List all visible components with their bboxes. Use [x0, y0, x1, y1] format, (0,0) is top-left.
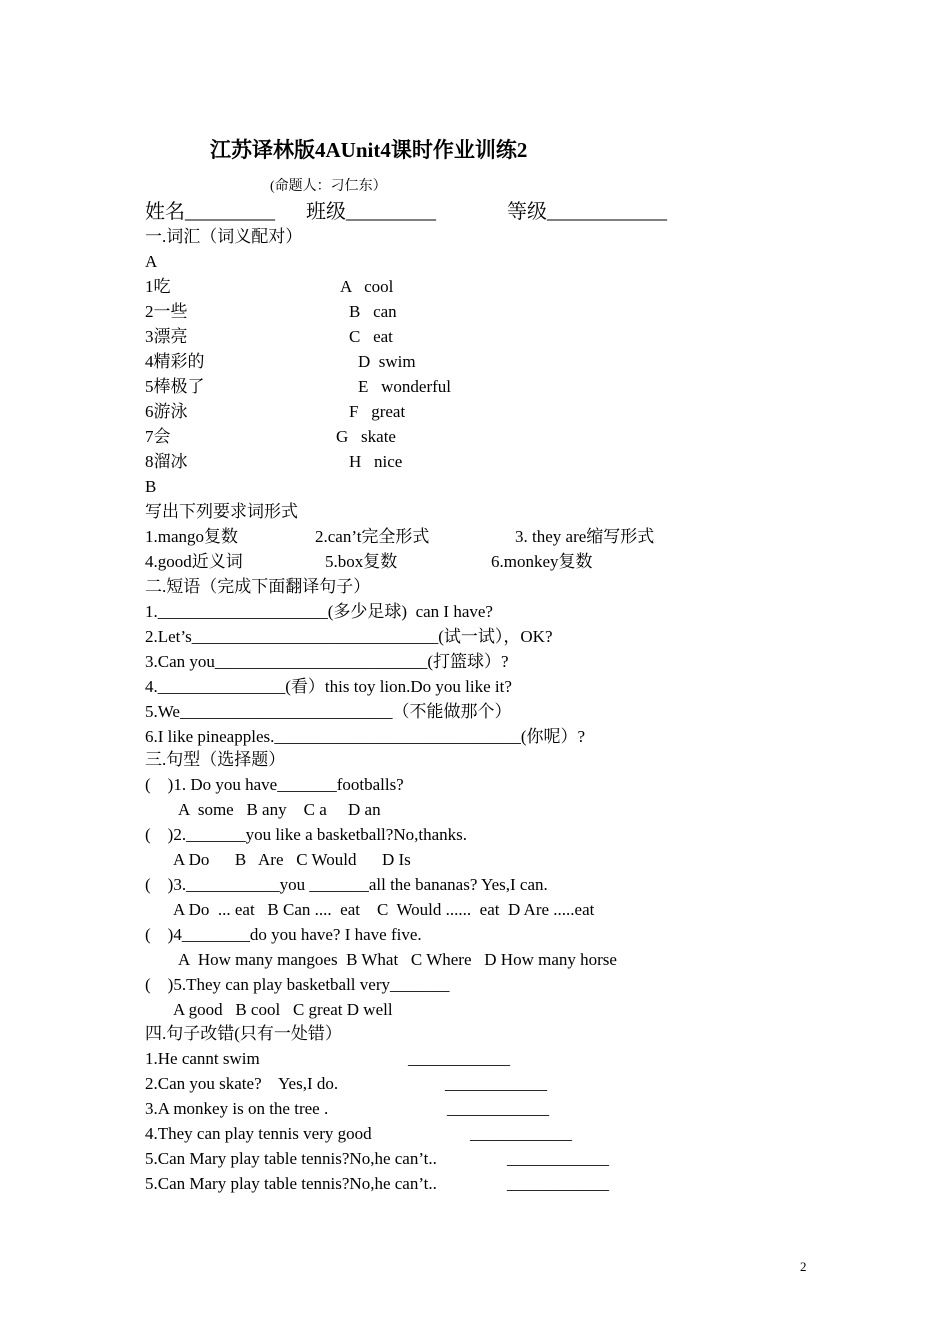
- correction-blank-1: ____________: [408, 1049, 510, 1068]
- section-4-heading: 四.句子改错(只有一处错）: [145, 1024, 342, 1043]
- phrase-line-1: 1.____________________(多少足球) can I have?: [145, 602, 493, 621]
- word-form-4: 4.good近义词: [145, 552, 243, 571]
- match-left-5: 5棒极了: [145, 377, 205, 396]
- correction-text-4: 4.They can play tennis very good: [145, 1124, 372, 1143]
- section-2-heading: 二.短语（完成下面翻译句子）: [145, 577, 371, 596]
- section-1-heading: 一.词汇（词义配对）: [145, 227, 303, 246]
- part-b-label: B: [145, 477, 157, 496]
- page-number: 2: [800, 1259, 807, 1274]
- phrase-line-6: 6.I like pineapples._____________________________(你呢）?: [145, 727, 586, 746]
- name-field: 姓名_________: [145, 201, 275, 223]
- correction-blank-2: ____________: [445, 1074, 547, 1093]
- match-left-2: 2一些: [145, 302, 188, 321]
- section-3-heading: 三.句型（选择题）: [145, 750, 286, 769]
- match-left-4: 4精彩的: [145, 352, 205, 371]
- choice-question-1: ( )1. Do you have_______footballs?: [145, 775, 404, 794]
- choice-options-3: A Do ... eat B Can .... eat C Would ...... eat D Are .....eat: [173, 900, 595, 919]
- choice-question-2: ( )2._______you like a basketball?No,thanks.: [145, 825, 467, 844]
- correction-blank-3: ____________: [447, 1099, 549, 1118]
- part-b-intro: 写出下列要求词形式: [145, 502, 298, 521]
- phrase-line-5: 5.We_________________________（不能做那个）: [145, 702, 512, 721]
- phrase-line-3: 3.Can you_________________________(打篮球）?: [145, 652, 509, 671]
- choice-question-3: ( )3.___________you _______all the bananas? Yes,I can.: [145, 875, 548, 894]
- choice-options-4: A How many mangoes B What C Where D How many horse: [178, 950, 617, 969]
- correction-text-3: 3.A monkey is on the tree .: [145, 1099, 329, 1118]
- correction-blank-6: ____________: [507, 1174, 609, 1193]
- match-left-3: 3漂亮: [145, 327, 188, 346]
- choice-options-5: A good B cool C great D well: [173, 1000, 393, 1019]
- match-right-3: C eat: [349, 327, 393, 346]
- match-left-7: 7会: [145, 427, 171, 446]
- author-line: (命题人：刁仁东）: [270, 179, 387, 194]
- match-left-1: 1吃: [145, 277, 171, 296]
- part-a-label: A: [145, 252, 158, 271]
- class-field: 班级_________: [306, 201, 436, 223]
- match-right-4: D swim: [358, 352, 416, 371]
- match-right-7: G skate: [336, 427, 396, 446]
- word-form-2: 2.can’t完全形式: [315, 527, 430, 546]
- word-form-1: 1.mango复数: [145, 527, 239, 546]
- word-form-5: 5.box复数: [325, 552, 398, 571]
- word-form-3: 3. they are缩写形式: [515, 527, 655, 546]
- correction-blank-4: ____________: [470, 1124, 572, 1143]
- grade-field: 等级____________: [507, 201, 667, 223]
- match-right-5: E wonderful: [358, 377, 452, 396]
- match-right-6: F great: [349, 402, 406, 421]
- match-right-1: A cool: [340, 277, 394, 296]
- choice-options-1: A some B any C a D an: [178, 800, 381, 819]
- match-right-2: B can: [349, 302, 397, 321]
- match-right-8: H nice: [349, 452, 403, 471]
- page-title: 江苏译林版4AUnit4课时作业训练2: [210, 138, 528, 162]
- phrase-line-2: 2.Let’s_____________________________(试一试），OK?: [145, 627, 553, 646]
- choice-question-4: ( )4________do you have? I have five.: [145, 925, 422, 944]
- correction-text-6: 5.Can Mary play table tennis?No,he can’t..: [145, 1174, 437, 1193]
- correction-text-2: 2.Can you skate? Yes,I do.: [145, 1074, 339, 1093]
- word-form-6: 6.monkey复数: [491, 552, 593, 571]
- match-left-8: 8溜冰: [145, 452, 188, 471]
- choice-options-2: A Do B Are C Would D Is: [173, 850, 411, 869]
- choice-question-5: ( )5.They can play basketball very_______: [145, 975, 450, 994]
- correction-text-1: 1.He cannt swim: [145, 1049, 260, 1068]
- phrase-line-4: 4._______________(看）this toy lion.Do you like it?: [145, 677, 512, 696]
- correction-text-5: 5.Can Mary play table tennis?No,he can’t..: [145, 1149, 437, 1168]
- correction-blank-5: ____________: [507, 1149, 609, 1168]
- match-left-6: 6游泳: [145, 402, 188, 421]
